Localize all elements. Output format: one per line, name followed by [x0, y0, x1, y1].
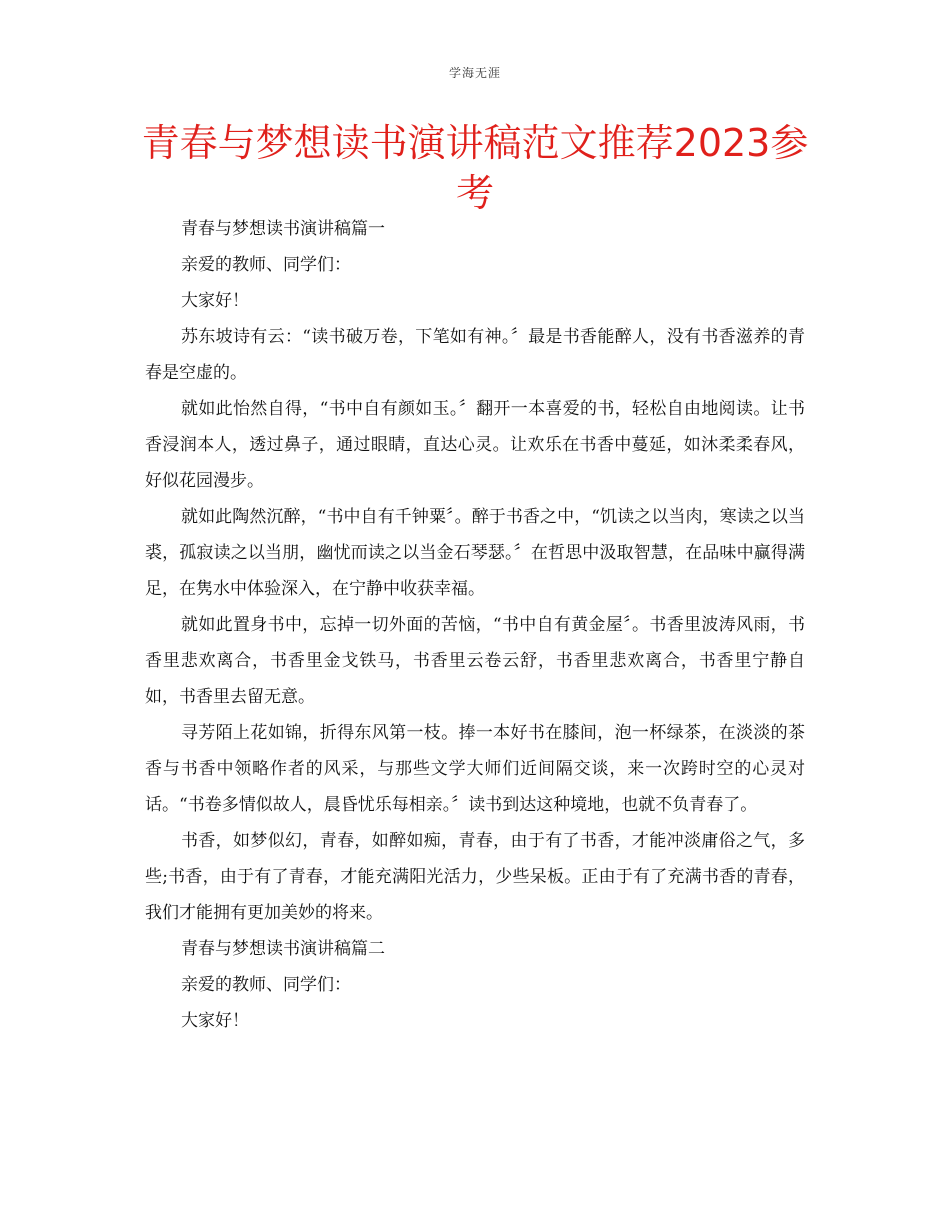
salutation: 亲爱的教师、同学们：	[181, 975, 351, 995]
paragraph: 就如此怡然自得，“书中自有颜如玉。〞翻开一本喜爱的书，轻松自由地阅读。让书香浸润本人，透过鼻子，通过眼睛，直达心灵。让欢乐在书香中蔓延，如沐柔柔春风，好似花园漫步。	[145, 399, 805, 491]
salutation: 亲爱的教师、同学们：	[181, 255, 351, 275]
section-heading-1: 青春与梦想读书演讲稿篇一	[181, 219, 385, 239]
paragraph: 就如此陶然沉醉，“书中自有千钟粟〞。醉于书香之中，“饥读之以当肉，寒读之以当裘，孤寂读之以当朋，幽忧而读之以当金石琴瑟。〞在哲思中汲取智慧，在品味中赢得满足，在隽水中体验深入，在宁静中收获幸福。	[145, 507, 805, 599]
greeting: 大家好！	[181, 1011, 249, 1031]
paragraph: 就如此置身书中，忘掉一切外面的苦恼，“书中自有黄金屋〞。书香里波涛风雨，书香里悲欢离合，书香里金戈铁马，书香里云卷云舒，书香里悲欢离合，书香里宁静自如，书香里去留无意。	[145, 615, 805, 707]
paragraph: 寻芳陌上花如锦，折得东风第一枝。捧一本好书在膝间，泡一杯绿茶，在淡淡的茶香与书香中领略作者的风采，与那些文学大师们近间隔交谈，来一次跨时空的心灵对话。“书卷多情似故人，晨昏忧乐每相亲。〞读书到达这种境地，也就不负青春了。	[145, 723, 805, 815]
paragraph: 苏东坡诗有云：“读书破万卷，下笔如有神。〞最是书香能醉人，没有书香滋养的青春是空虚的。	[145, 327, 805, 383]
document-title: 青春与梦想读书演讲稿范文推荐2023参考	[141, 121, 809, 215]
section-heading-2: 青春与梦想读书演讲稿篇二	[181, 939, 385, 959]
document-body	[145, 211, 805, 1039]
paragraph: 书香，如梦似幻，青春，如醉如痴，青春，由于有了书香，才能冲淡庸俗之气，多些;书香，由于有了青春，才能充满阳光活力，少些呆板。正由于有了充满书香的青春，我们才能拥有更加美妙的将来。	[145, 831, 805, 923]
page-header: 学海无涯	[448, 66, 501, 80]
greeting: 大家好！	[181, 291, 249, 311]
